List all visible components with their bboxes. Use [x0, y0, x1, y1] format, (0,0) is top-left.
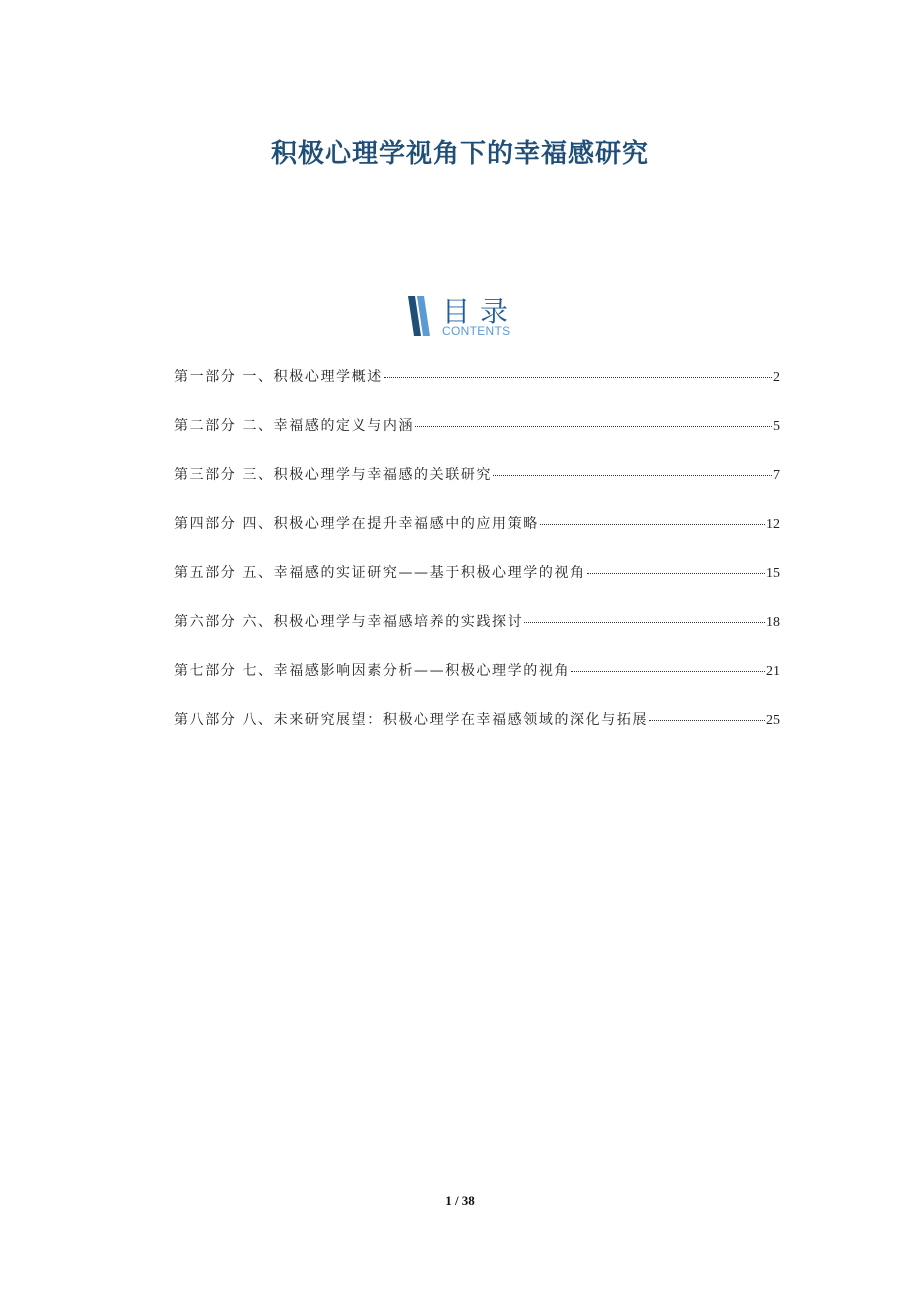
- toc-entry-title: 第六部分 六、积极心理学与幸福感培养的实践探讨: [174, 614, 524, 630]
- toc-leader-dots: [524, 622, 765, 623]
- toc-entry[interactable]: [174, 366, 780, 415]
- toc-entry[interactable]: [174, 709, 780, 758]
- toc-entry-page: 18: [766, 615, 780, 630]
- toc-entry[interactable]: [174, 415, 780, 464]
- toc-entry[interactable]: [174, 562, 780, 611]
- toc-entry-page: 12: [766, 517, 780, 532]
- toc-leader-dots: [384, 377, 772, 378]
- toc-list: [174, 366, 780, 758]
- toc-entry-title: 第三部分 三、积极心理学与幸福感的关联研究: [174, 467, 493, 483]
- toc-entry[interactable]: [174, 660, 780, 709]
- toc-heading: 目录: [442, 295, 519, 328]
- toc-entry-page: 25: [766, 713, 780, 728]
- toc-leader-dots: [649, 720, 765, 721]
- toc-entry-page: 5: [773, 419, 780, 434]
- toc-entry-title: 第五部分 五、幸福感的实证研究——基于积极心理学的视角: [174, 565, 586, 581]
- toc-leader-dots: [493, 475, 772, 476]
- toc-header: [408, 292, 528, 338]
- document-title: 积极心理学视角下的幸福感研究: [270, 139, 649, 170]
- toc-entry-page: 21: [766, 664, 780, 679]
- toc-leader-dots: [587, 573, 765, 574]
- toc-entry-page: 7: [773, 468, 780, 483]
- toc-entry-title: 第八部分 八、未来研究展望：积极心理学在幸福感领域的深化与拓展: [174, 712, 649, 728]
- toc-entry-title: 第二部分 二、幸福感的定义与内涵: [174, 418, 415, 434]
- toc-entry[interactable]: [174, 464, 780, 513]
- toc-subheading: CONTENTS: [442, 324, 511, 338]
- page-number: 1 / 38: [445, 1193, 475, 1208]
- toc-entry-title: 第一部分 一、积极心理学概述: [174, 369, 383, 385]
- toc-entry[interactable]: [174, 611, 780, 660]
- contents-logo-icon: [408, 296, 430, 336]
- toc-entry-page: 15: [766, 566, 780, 581]
- toc-entry-page: 2: [773, 370, 780, 385]
- toc-leader-dots: [415, 426, 772, 427]
- toc-entry[interactable]: [174, 513, 780, 562]
- toc-leader-dots: [540, 524, 765, 525]
- toc-entry-title: 第四部分 四、积极心理学在提升幸福感中的应用策略: [174, 516, 539, 532]
- toc-leader-dots: [571, 671, 765, 672]
- toc-entry-title: 第七部分 七、幸福感影响因素分析——积极心理学的视角: [174, 663, 571, 679]
